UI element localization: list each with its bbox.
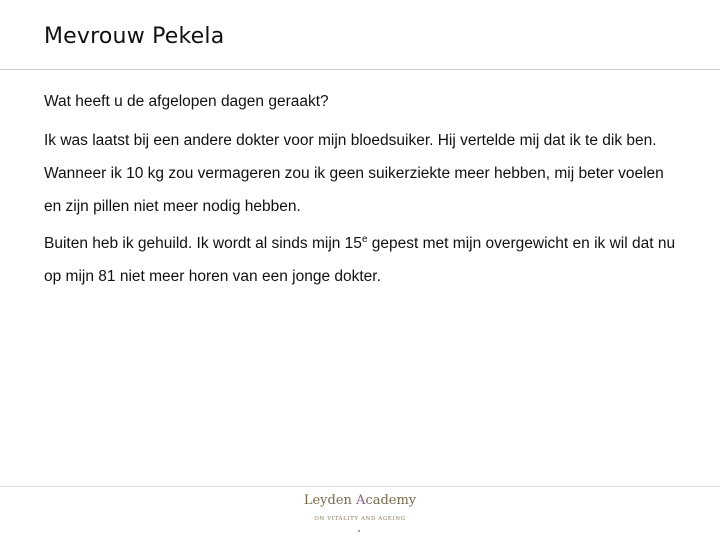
- page-marker-dot: [358, 530, 360, 532]
- logo-word-1: Leyden: [303, 493, 357, 508]
- logo-word-2: cademy: [365, 493, 417, 508]
- answer-2-part-2: gepest met mijn overgewicht en ik wil dat nu op mijn 81 niet meer horen van een jonge dokter.: [44, 235, 676, 285]
- title-divider: [0, 69, 720, 70]
- logo-wordmark: [300, 492, 420, 510]
- ordinal-superscript: e: [361, 233, 368, 245]
- slide-body: [44, 92, 684, 293]
- slide-title: Mevrouw Pekela: [44, 24, 225, 49]
- answer-2-part-1: Buiten heb ik gehuild. Ik wordt al sinds mijn 15: [44, 235, 362, 252]
- logo-tagline: ON VITALITY AND AGEING: [314, 516, 406, 522]
- question-text: Wat heeft u de afgelopen dagen geraakt?: [44, 93, 329, 110]
- leyden-academy-logo: [300, 492, 420, 524]
- answer-paragraph-2: [44, 227, 684, 293]
- logo-accent-letter: A: [356, 493, 366, 508]
- footer-divider: [0, 486, 720, 487]
- answer-paragraph-1: Ik was laatst bij een andere dokter voor mijn bloedsuiker. Hij vertelde mij dat ik te dik ben. Wanneer ik 10 kg zou vermageren zou ik geen suikerziekte meer hebben, mij beter voelen en zijn pillen niet meer nodig hebben.: [44, 132, 664, 215]
